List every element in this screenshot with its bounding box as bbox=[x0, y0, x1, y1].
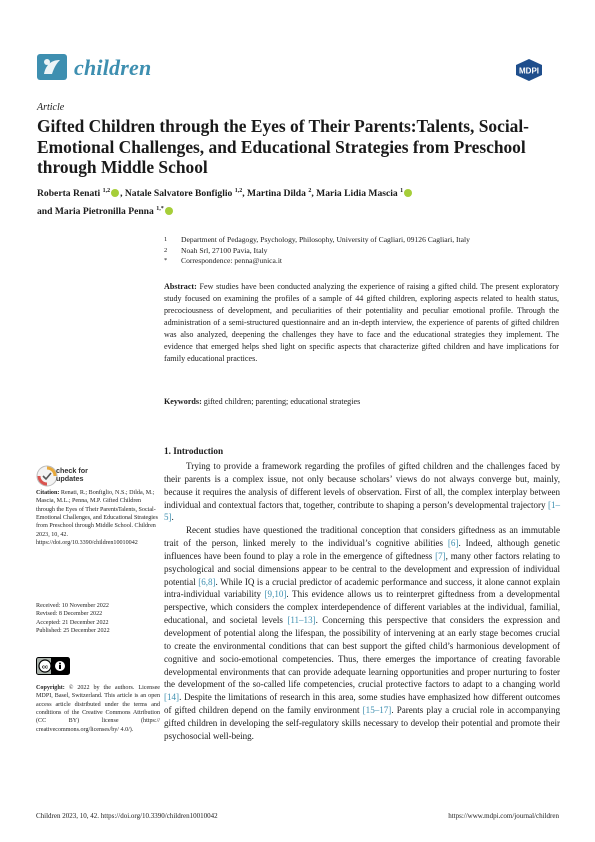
page-footer bbox=[36, 812, 559, 820]
copyright-text: © 2022 by the authors. Licensee MDPI, Basel, Switzerland. This article is an open access article distributed under the terms and conditions of the Creative Commons Attribution (CC BY) license (https:// creativecommons.org/licenses/by/ 4.0/). bbox=[36, 685, 160, 733]
author-name: Maria Lidia Mascia bbox=[316, 188, 398, 200]
paragraph-text: . Concerning this perspective that considers the expression and development of potential along the lifespan, the possibility of intervening at an early stage becomes crucial to create the environmental conditions that can best support the gifted child’s harmonious development of cognitive and socio-emotional competencies. Thus, there emerges the importance of creating favorable developmental environments that can provide adequate learning opportunities and proper nurturing to foster the development of the so-called life competencies, crucial protective factors to adapt to a changing world bbox=[164, 615, 560, 690]
author-affiliation: 1,2 bbox=[234, 188, 243, 194]
author-affiliation: 2 bbox=[308, 188, 312, 194]
affiliation-row bbox=[164, 235, 554, 246]
abstract-label: Abstract: bbox=[164, 282, 197, 291]
author-name: Roberta Renati bbox=[37, 188, 101, 200]
citation-reference[interactable]: [11–13] bbox=[287, 615, 316, 626]
keywords-text: gifted children; parenting; educational strategies bbox=[203, 397, 361, 406]
footer-journal-url[interactable]: https://www.mdpi.com/journal/children bbox=[448, 812, 559, 820]
body-paragraph bbox=[164, 460, 560, 524]
author-affiliation: 1,* bbox=[156, 205, 164, 212]
received-date: Received: 10 November 2022 bbox=[36, 603, 109, 609]
author-affiliation: 1 bbox=[400, 188, 404, 194]
orcid-icon[interactable] bbox=[404, 189, 412, 197]
updates-line-1: check for bbox=[56, 466, 88, 475]
dates-block bbox=[36, 602, 160, 635]
affiliation-row bbox=[164, 246, 554, 257]
orcid-icon[interactable] bbox=[111, 189, 119, 197]
article-type: Article bbox=[37, 102, 65, 113]
revised-date: Revised: 8 December 2022 bbox=[36, 611, 103, 618]
abstract bbox=[164, 281, 559, 365]
author-list: Roberta Renati $^{1,2}$ , Natale Salvatore Bonfiglio $^{1,2}$, Martina Dilda $^2$, Maria Lidia Mascia $^1$ and Maria Pietronilla Penna $^{1,*}$ bbox=[37, 184, 557, 219]
citation-reference[interactable]: [6] bbox=[447, 538, 459, 549]
correspondence-text: Correspondence: penna@unica.it bbox=[181, 256, 283, 265]
citation-label: Citation: bbox=[36, 490, 60, 496]
citation-reference[interactable]: [7] bbox=[435, 550, 446, 561]
published-date: Published: 25 December 2022 bbox=[36, 628, 110, 635]
accepted-date: Accepted: 21 December 2022 bbox=[36, 619, 109, 626]
citation-block bbox=[36, 489, 160, 547]
paragraph-text: . While IQ is a crucial predictor of academic performance and success, it alone cannot explain intra-individual variability bbox=[164, 576, 560, 600]
affiliation-mark: 2 bbox=[164, 246, 168, 254]
paragraph-text: . bbox=[171, 512, 174, 523]
check-for-updates-badge[interactable] bbox=[36, 465, 156, 487]
paragraph-text: , many other factors relating to psychological and social dimensions appear to be central to the development and expression of individual potential bbox=[164, 550, 560, 587]
keywords bbox=[164, 396, 559, 408]
author-affiliation: 1,2 bbox=[102, 188, 111, 194]
children-journal-logo-icon bbox=[36, 52, 70, 82]
paragraph-text: Recent studies have questioned the traditional conception that considers giftedness as an immutable trait of the person, linked merely to the individual’s cognitive abilities bbox=[164, 525, 560, 549]
author-name: Natale Salvatore Bonfiglio bbox=[124, 188, 233, 200]
author-name: Martina Dilda bbox=[247, 188, 306, 200]
cc-by-license-icon[interactable] bbox=[36, 657, 70, 675]
affiliation-mark: 1 bbox=[164, 236, 168, 243]
paragraph-text: . Parents play a crucial role in accompanying gifted children in developing the self-regulatory skills necessary to develop their potential and promote their psychosocial well-being. bbox=[164, 705, 560, 741]
updates-line-2: updates bbox=[56, 474, 84, 483]
citation-reference[interactable]: [6,8] bbox=[198, 576, 216, 587]
journal-name: children bbox=[74, 55, 152, 80]
citation-reference[interactable]: [1–5] bbox=[164, 499, 560, 523]
article-title: Gifted Children through the Eyes of Their Parents:Talents, Social-Emotional Challenges, and Educational Strategies from Preschool through Middle School bbox=[37, 116, 529, 177]
citation-reference[interactable]: [9,10] bbox=[264, 589, 287, 600]
abstract-text: Few studies have been conducted analyzing the experience of raising a gifted child. The present exploratory study focused on examining the profiles of a sample of 44 gifted children, exploring aspects related to health status, precociousness of development, and peculiarities of their potentiality and peculiar emotional profile. Through the administration of a semi-structured questionnaire and an in-depth interview, the experience of parents of gifted children was also analyzed, deepening the challenges they have to face and the educational strategies they implement. The evidence that emerged helps shed light on specific aspects that characterize gifted children and have implications for family educational practices. bbox=[164, 282, 559, 363]
affiliation-mark: * bbox=[164, 257, 168, 264]
affiliations bbox=[164, 235, 554, 267]
svg-text:cc: cc bbox=[41, 664, 49, 671]
body-paragraph bbox=[164, 524, 560, 742]
paragraph-text: . Indeed, although genetic influences have been found to play a role in the emergence of giftedness bbox=[164, 538, 561, 561]
affiliation-text: Noah Srl, 27100 Pavia, Italy bbox=[181, 245, 268, 255]
author-name: Maria Pietronilla Penna bbox=[54, 205, 154, 217]
paragraph-text: . Despite the limitations of research in this area, some studies have emphasized how different outcomes of gifted children depend on the family environment bbox=[164, 692, 560, 716]
check-for-updates-label bbox=[56, 467, 88, 483]
mdpi-logo-icon bbox=[514, 58, 544, 82]
publisher-logo-text: MDPI bbox=[519, 66, 539, 76]
affiliation-row bbox=[164, 256, 554, 267]
paragraph-text: . This evidence allows us to reinterpret giftedness from a developmental perspective, which considers the complex interdependence of different variables at the individual, familial, educational, and societal levels bbox=[164, 589, 561, 626]
paragraph-text: Trying to provide a framework regarding the profiles of gifted children and the challenges faced by their parents is a complex issue, not only because scholars’ views do not always converge but, mainly, because it requires the analysis of different levels of observation. First of all, the complex interplay between individual and contextual factors that, together, contribute to shaping a person’s developmental trajectory bbox=[164, 461, 560, 510]
introduction-body bbox=[164, 460, 560, 743]
check-for-updates-icon bbox=[36, 465, 58, 487]
orcid-icon[interactable] bbox=[165, 207, 173, 215]
affiliation-text: Department of Pedagogy, Psychology, Philosophy, University of Cagliari, 09126 Cagliari, Italy bbox=[181, 235, 470, 244]
copyright-label: Copyright: bbox=[36, 685, 65, 691]
citation-reference[interactable]: [14] bbox=[164, 692, 180, 703]
copyright-block bbox=[36, 684, 160, 734]
keywords-label: Keywords: bbox=[164, 397, 202, 406]
section-heading: 1. Introduction bbox=[164, 446, 224, 456]
footer-citation: Children 2023, 10, 42. https://doi.org/10.3390/children10010042 bbox=[36, 812, 218, 820]
citation-reference[interactable]: [15–17] bbox=[362, 705, 392, 716]
citation-text: Renati, R.; Bonfiglio, N.S.; Dilda, M.; Mascia, M.L.; Penna, M.P. Gifted Children through the Eyes of Their ParentsTalents, Social-Emotional Challenges, and Educational Strategies from Preschool through Middle School. Children 2023, 10, 42. https://doi.org/10.3390/children10010042 bbox=[36, 490, 159, 547]
